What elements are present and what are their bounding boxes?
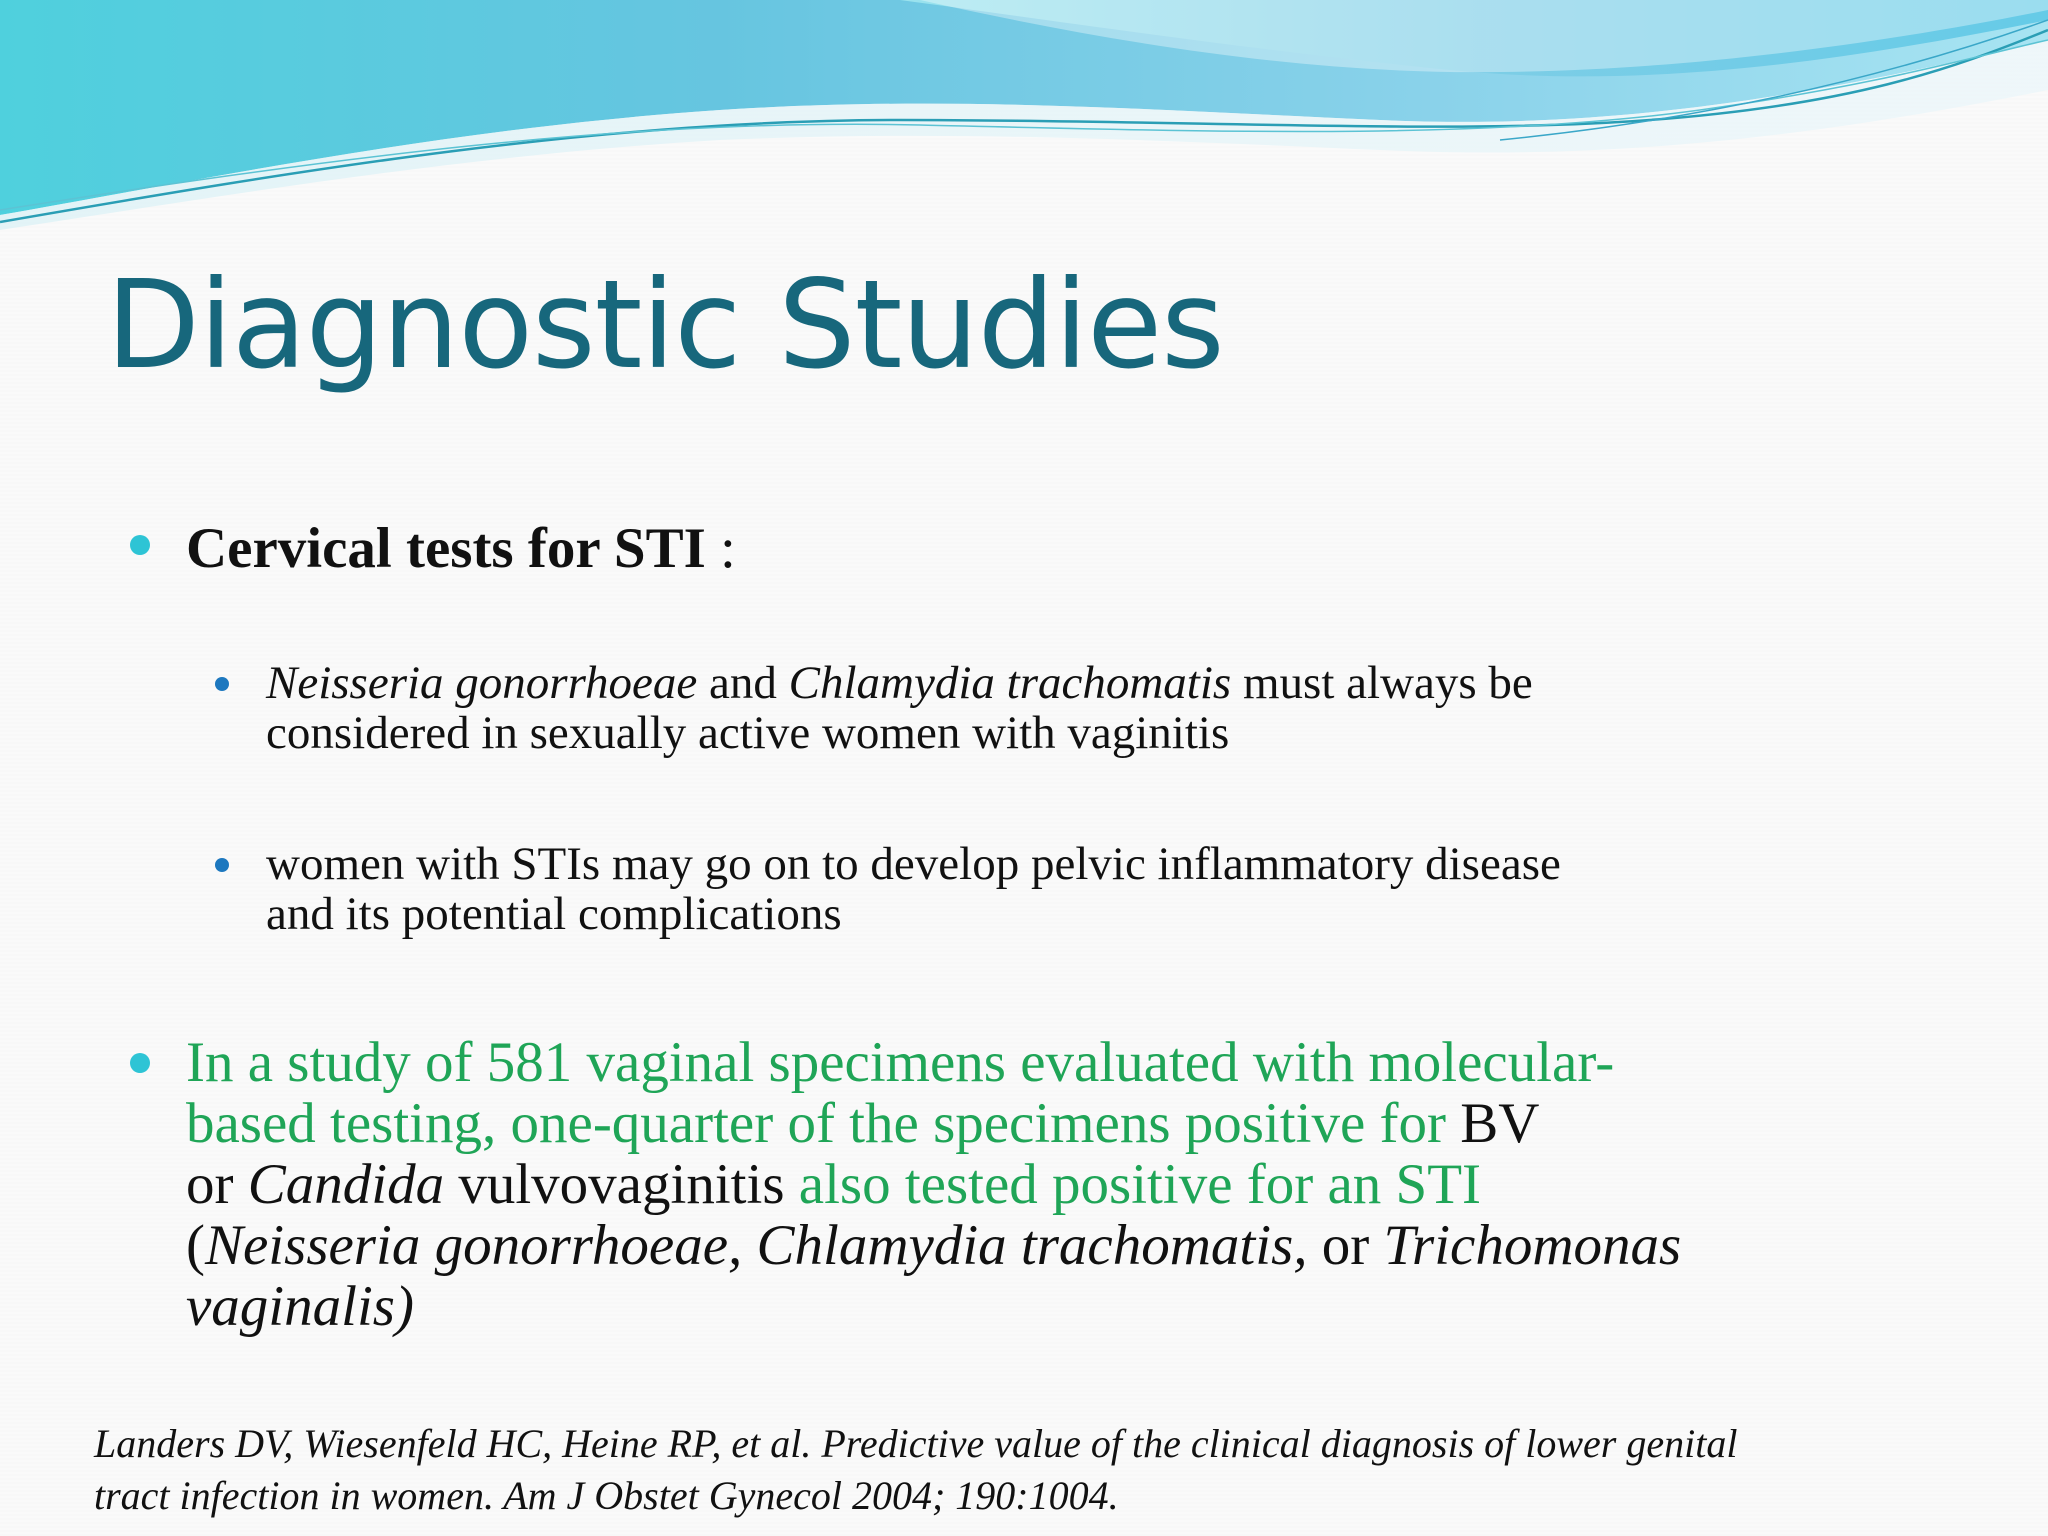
text-and: and xyxy=(697,657,789,709)
text-or-2: or xyxy=(1307,1214,1384,1277)
bullet-study xyxy=(186,1032,1681,1337)
sub-bullet-ng-ct xyxy=(266,657,1533,759)
reference-line-1: Landers DV, Wiesenfeld HC, Heine RP, et al. Predictive value of the clinical diagnosis of lower genital xyxy=(94,1421,1738,1466)
study-line-2-bv: BV xyxy=(1445,1092,1540,1155)
sub-bullet-pid-line-2: and its potential complications xyxy=(266,888,842,940)
reference-citation xyxy=(94,1418,1737,1522)
study-line-3-green: also tested positive for an STI xyxy=(798,1153,1482,1216)
study-line-1: In a study of 581 vaginal specimens evaluated with molecular- xyxy=(186,1031,1615,1094)
text-paren: ( xyxy=(186,1214,205,1277)
term-candida: Candida xyxy=(247,1153,445,1216)
term-trichomonas: Trichomonas xyxy=(1383,1214,1682,1277)
decorative-wave-header xyxy=(0,0,2048,240)
term-neisseria: Neisseria gonorrhoeae xyxy=(266,657,698,709)
term-chlamydia: Chlamydia trachomatis xyxy=(788,657,1232,709)
sub-bullet-marker xyxy=(215,858,229,872)
reference-line-2: tract infection in women. Am J Obstet Gynecol 2004; 190:1004. xyxy=(94,1473,1119,1518)
bullet-heading: Cervical tests for STI xyxy=(186,517,706,580)
bullet-marker xyxy=(130,535,150,555)
bullet-marker xyxy=(130,1053,150,1073)
text-or: or xyxy=(186,1153,248,1216)
page-title: Diagnostic Studies xyxy=(106,254,1224,396)
sub-bullet-line-2: considered in sexually active women with vaginitis xyxy=(266,707,1230,759)
sub-bullet-marker xyxy=(215,677,229,691)
bullet-cervical-tests xyxy=(186,518,736,579)
terms-organisms: Neisseria gonorrhoeae, Chlamydia trachomatis, xyxy=(204,1214,1308,1277)
text-must-always: must always be xyxy=(1231,657,1533,709)
text-vulvovaginitis: vulvovaginitis xyxy=(444,1153,799,1216)
study-line-2-green: based testing, one-quarter of the specimens positive for xyxy=(186,1092,1446,1155)
term-vaginalis: vaginalis) xyxy=(186,1275,414,1338)
sub-bullet-pid-line-1: women with STIs may go on to develop pelvic inflammatory disease xyxy=(266,838,1561,890)
bullet-heading-punct: : xyxy=(705,517,736,580)
sub-bullet-pid xyxy=(266,838,1561,940)
